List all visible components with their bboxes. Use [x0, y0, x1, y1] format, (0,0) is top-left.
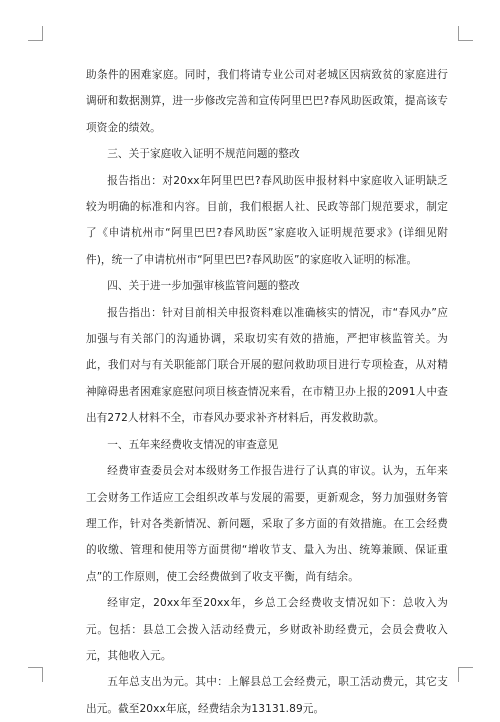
paragraph-funds-audit: 经费审查委员会对本级财务工作报告进行了认真的审议。认为，五年来工会财务工作适应工会组织改革与发展的需要，更新观念，努力加强财务管理工作，针对各类新情况、新问题，采取了多方面的有效措施。在工会经费的收缴、管理和使用等方面贯彻“增收节支、量入为出、统筹兼顾、保证重点”的工作原则，使工会经费做到了收支平衡，尚有结余。: [86, 465, 448, 583]
crop-mark-bottom-left: [28, 667, 43, 682]
paragraph-review-supervision: 报告指出：针对目前相关申报资料难以准确核实的情况，市“春风办”应加强与有关部门的沟通协调，采取切实有效的措施，严把审核监管关。为此，我们对与有关职能部门联合开展的慰问救助项目进行专项检查，从对精神障碍患者困难家庭慰问项目核查情况来看，在市精卫办上报的2091人中查出有272人材料不全，市春风办要求补齐材料后，再发救助款。: [86, 306, 448, 425]
paragraph-continued: 助条件的困难家庭。同时，我们将请专业公司对老城区因病致贫的家庭进行调研和数据测算，进一步修改完善和宣传阿里巴巴?春风助医政策，提高该专项资金的绩效。: [86, 69, 448, 134]
crop-mark-top-right: [458, 26, 473, 41]
paragraph-income-proof: 报告指出：对20xx年阿里巴巴?春风助医申报材料中家庭收入证明缺乏较为明确的标准和内容。目前，我们根据人社、民政等部门规范要求，制定了《申请杭州市“阿里巴巴?春风助医”家庭收入证明规范要求》(详细见附件)，统一了申请杭州市“阿里巴巴?春风助医”的家庭收入证明的标准。: [86, 174, 448, 266]
paragraph-expense-summary: 五年总支出为元。其中：上解县总工会经费元，职工活动费元，其它支出元。截至20xx年底，经费结余为13131.89元。: [86, 676, 448, 715]
crop-mark-bottom-right: [458, 667, 473, 682]
section-heading-review-supervision: 四、关于进一步加强审核监管问题的整改: [107, 280, 300, 293]
section-heading-income-proof: 三、关于家庭收入证明不规范问题的整改: [107, 148, 300, 161]
paragraph-income-summary: 经审定，20xx年至20xx年，乡总工会经费收支情况如下：总收入为元。包括：县总工会拨入活动经费元，乡财政补助经费元，会员会费收入元，其他收入元。: [86, 597, 448, 662]
section-heading-funds-audit: 一、五年来经费收支情况的审查意见: [107, 438, 279, 451]
crop-mark-top-left: [28, 26, 43, 41]
document-body: [86, 62, 448, 722]
